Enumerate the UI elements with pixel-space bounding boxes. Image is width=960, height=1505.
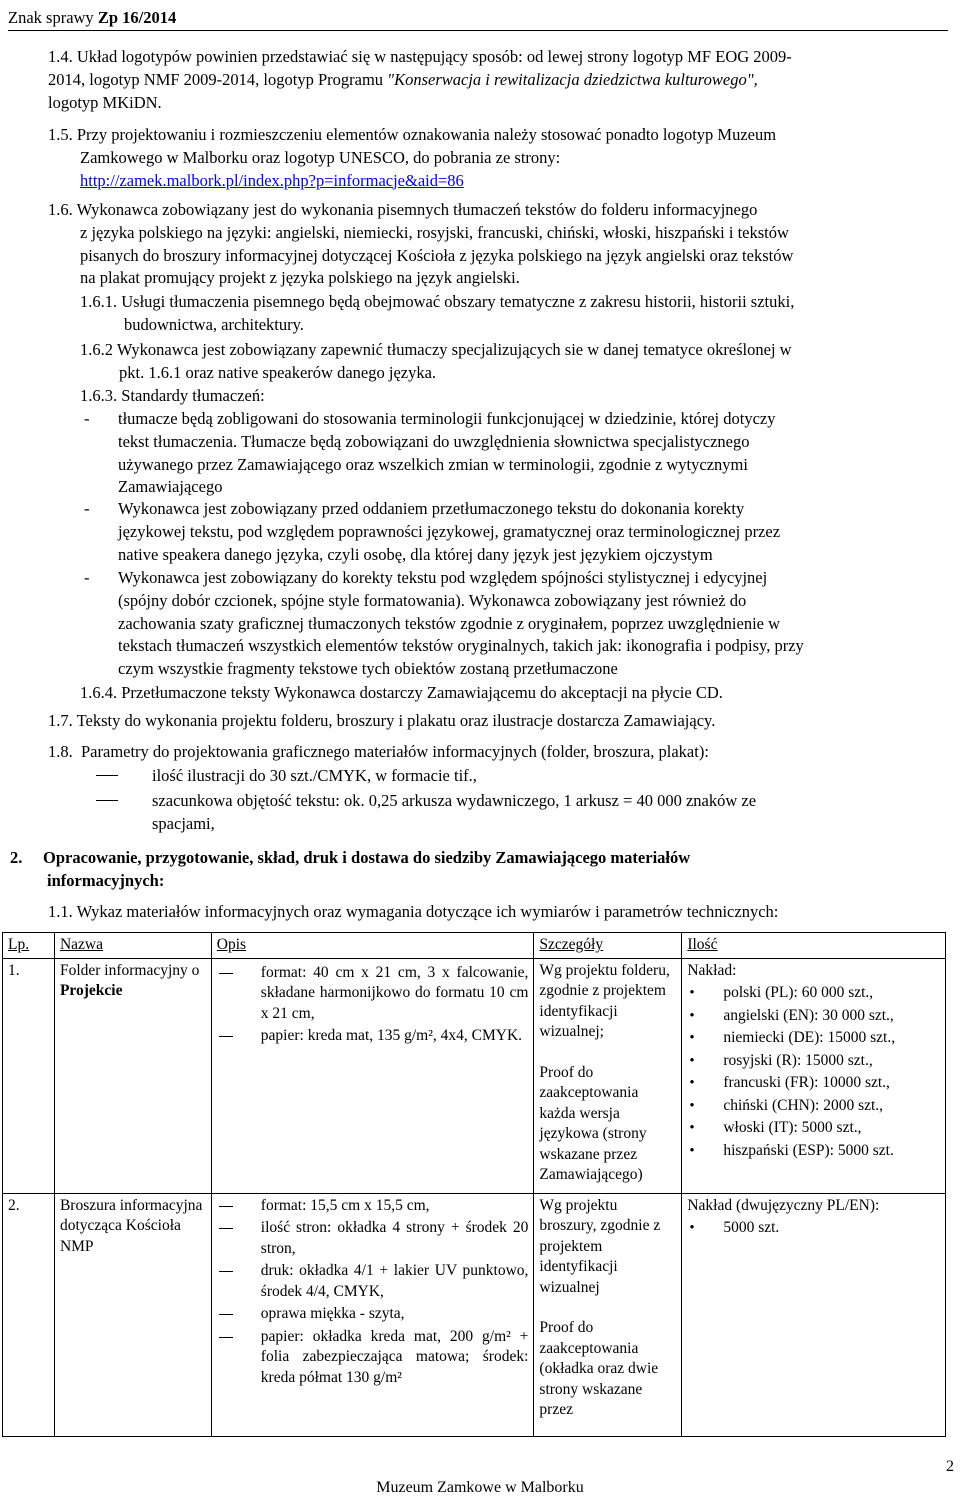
list-item: papier: okładka kreda mat, 200 g/m² + folia zabezpieczająca matowa; środek: kreda półmat 130 g/m² (217, 1327, 529, 1389)
section-1-8 (48, 741, 952, 764)
section-2-1 (48, 901, 952, 924)
details-text: Wg projektu broszury, zgodnie z projektem identyfikacji wizualnej (539, 1196, 661, 1296)
quantity-title: Nakład (dwujęzyczny PL/EN): (687, 1196, 880, 1214)
list-item: papier: kreda mat, 135 g/m², 4x4, CMYK. (217, 1026, 529, 1047)
cell-details (534, 1193, 682, 1436)
list-item: format: 40 cm x 21 cm, 3 x falcowanie, składane harmonijkowo do formatu 10 cm x 21 cm, (217, 963, 529, 1025)
standard-item-2 (80, 498, 952, 566)
materials-table (2, 932, 946, 1437)
section-1-5 (48, 124, 952, 192)
cell-description (211, 958, 534, 1193)
column-header-name: Nazwa (54, 933, 211, 959)
logo-download-link[interactable]: http://zamek.malbork.pl/index.php?p=informacje&aid=86 (80, 170, 464, 190)
section-label: 1.4. (48, 47, 73, 66)
cell-lp: 1. (3, 958, 55, 1193)
cell-details (534, 958, 682, 1193)
paragraph-line: 1.6.2 Wykonawca jest zobowiązany zapewnić tłumaczy specjalizujących sie w danej tematyce określonej w (80, 340, 792, 359)
paragraph-line: Wykonawca zobowiązany jest do wykonania pisemnych tłumaczeń tekstów do folderu informacyjnego (76, 200, 758, 219)
paragraph-line: budownictwa, architektury. (124, 314, 304, 334)
details-text: Proof do zaakceptowania (okładka oraz dwie strony wskazane przez (539, 1319, 659, 1418)
section-label: 1.6.1. (80, 292, 118, 311)
paragraph-line: 2014, logotyp NMF 2009-2014, logotyp Programu (48, 69, 388, 89)
details-text: Proof do zaakceptowania każda wersja językowa (strony wskazane przez Zamawiającego) (539, 1063, 647, 1183)
paragraph-line: logotyp MKiDN. (48, 92, 162, 112)
section-label: 1.1. (48, 902, 73, 921)
column-header-details: Szczegóły (534, 933, 682, 959)
section-1-6-3-title (80, 385, 952, 408)
parameter-item-1 (96, 765, 952, 788)
section-1-6-2 (80, 339, 952, 385)
paragraph-line: językowej tekstu, pod względem poprawności językowej, gramatycznej oraz terminologicznej przez (118, 521, 781, 541)
paragraph-line: native speakera danego języka, czyli osobę, dla której dany język jest językiem ojczystym (118, 544, 713, 564)
paragraph-line: Usługi tłumaczenia pisemnego będą obejmować obszary tematyczne z zakresu historii, historii sztuki, (121, 292, 795, 311)
column-header-description: Opis (211, 933, 534, 959)
list-item: • angielski (EN): 30 000 szt., (687, 1006, 940, 1027)
paragraph-line: Zamkowego w Malborku oraz logotyp UNESCO, do pobrania ze strony: (80, 147, 561, 167)
paragraph-line: Wykonawca jest zobowiązany do korekty tekstu pod względem spójności stylistycznej i edycyjnej (118, 568, 768, 587)
paragraph-line: na plakat promujący projekt z języka polskiego na język angielski. (80, 268, 520, 288)
paragraph-line: zachowania szaty graficznej tłumaczonych tekstów zgodnie z oryginałem, poprzez uwzględnienie w (118, 613, 781, 633)
cell-lp: 2. (3, 1193, 55, 1436)
paragraph-line: Przy projektowaniu i rozmieszczeniu elementów oznakowania należy stosować ponadto logotyp Muzeum (76, 125, 777, 144)
heading-line: informacyjnych: (47, 870, 165, 890)
paragraph-line: Układ logotypów powinien przedstawiać się w następujący sposób: od lewej strony logotyp MF EOG 2009- (76, 47, 792, 66)
header (8, 8, 176, 28)
header-rule (8, 30, 948, 31)
list-item: • polski (PL): 60 000 szt., (687, 983, 940, 1004)
paragraph-line: z języka polskiego na języki: angielski, niemiecki, rosyjski, francuski, chiński, włoski, hiszpański i tekstów (80, 222, 789, 242)
paragraph-line: ilość ilustracji do 30 szt./CMYK, w formacie tif., (152, 766, 477, 785)
dash-marker (96, 775, 118, 776)
section-label: 1.6. (48, 200, 73, 219)
paragraph-line: tłumacze będą zobligowani do stosowania terminologii funkcjonującej w dziedzinie, której dotyczy (118, 409, 776, 428)
list-item: • 5000 szt. (687, 1218, 940, 1239)
program-name: "Konserwacja i rewitalizacja dziedzictwa kulturowego", (387, 69, 758, 89)
dash-marker (96, 800, 118, 801)
column-header-quantity: Ilość (682, 933, 946, 959)
column-header-lp: Lp. (3, 933, 55, 959)
paragraph-line: pisanych do broszury informacyjnej dotyczącej Kościoła z języka polskiego na język angielski oraz tekstów (80, 245, 794, 265)
paragraph-line: (spójny dobór czcionek, spójne style formatowania). Wykonawca zobowiązany jest również do (118, 590, 747, 610)
list-item: • rosyjski (R): 15000 szt., (687, 1051, 940, 1072)
dash-marker: - (84, 499, 90, 518)
table-header-row (3, 933, 946, 959)
section-label: 2. (10, 848, 23, 867)
paragraph-line: spacjami, (152, 813, 215, 833)
parameter-item-2 (96, 790, 952, 836)
section-1-7 (48, 710, 952, 733)
section-1-6-4 (80, 682, 952, 705)
page-number: 2 (946, 1458, 954, 1475)
standard-item-3 (80, 567, 952, 681)
section-1-6 (48, 199, 952, 290)
paragraph-line: Teksty do wykonania projektu folderu, broszury i plakatu oraz ilustracje dostarcza Zamawiający. (76, 711, 716, 730)
paragraph-line: Wykaz materiałów informacyjnych oraz wymagania dotyczące ich wymiarów i parametrów technicznych: (76, 902, 779, 921)
paragraph-line: 1.6.3. Standardy tłumaczeń: (80, 386, 265, 405)
section-1-6-1 (80, 291, 952, 337)
paragraph-line: czym wszystkie fragmenty tekstowe tych obiektów zostaną przetłumaczone (118, 659, 618, 679)
cell-quantity (682, 1193, 946, 1436)
list-item: oprawa miękka - szyta, (217, 1304, 529, 1325)
list-item: • włoski (IT): 5000 szt., (687, 1118, 940, 1139)
table-row (3, 958, 946, 1193)
paragraph-line: Parametry do projektowania graficznego materiałów informacyjnych (folder, broszura, plakat): (81, 742, 709, 761)
paragraph-line: tekst tłumaczenia. Tłumacze będą zobowiązani do uwzględnienia słownictwa specjalistycznego (118, 431, 750, 451)
list-item: • chiński (CHN): 2000 szt., (687, 1096, 940, 1117)
section-label: 1.5. (48, 125, 73, 144)
paragraph-line: tekstach tłumaczeń wszystkich elementów tekstów oryginalnych, takich jak: ikonografia i podpisy, przy (118, 636, 804, 656)
footer: Muzeum Zamkowe w Malborku (376, 1479, 584, 1496)
case-number: Zp 16/2014 (97, 8, 177, 27)
heading-line: Opracowanie, przygotowanie, skład, druk i dostawa do siedziby Zamawiającego materiałów (43, 848, 691, 867)
paragraph-line: używanego przez Zamawiającego oraz wszelkich zmian w terminologii, zgodnie z wytycznymi (118, 454, 748, 474)
details-text: Wg projektu folderu, zgodnie z projektem identyfikacji wizualnej; (539, 961, 670, 1040)
paragraph-line: Zamawiającego (118, 477, 223, 497)
quantity-title: Nakład: (687, 961, 737, 979)
paragraph-line: Wykonawca jest zobowiązany przed oddaniem przetłumaczonego tekstu do dokonania korekty (118, 499, 745, 518)
cell-name: Folder informacyjny o Projekcie (54, 958, 211, 1193)
cell-quantity (682, 958, 946, 1193)
paragraph-line: 1.6.4. Przetłumaczone teksty Wykonawca dostarczy Zamawiającemu do akceptacji na płycie CD. (80, 683, 723, 702)
paragraph-line: pkt. 1.6.1 oraz native speakerów danego języka. (119, 362, 437, 382)
list-item: • francuski (FR): 10000 szt., (687, 1073, 940, 1094)
list-item: format: 15,5 cm x 15,5 cm, (217, 1196, 529, 1217)
standard-item-1 (80, 408, 952, 499)
cell-description (211, 1193, 534, 1436)
cell-name: Broszura informacyjna dotycząca Kościoła NMP (54, 1193, 211, 1436)
section-1-4 (48, 46, 952, 114)
section-2-heading (10, 847, 952, 893)
section-label: 1.8. (48, 742, 73, 761)
list-item: • niemiecki (DE): 15000 szt., (687, 1028, 940, 1049)
dash-marker: - (84, 409, 90, 428)
list-item: • hiszpański (ESP): 5000 szt. (687, 1141, 940, 1162)
list-item: ilość stron: okładka 4 strony + środek 20 stron, (217, 1218, 529, 1259)
paragraph-line: szacunkowa objętość tekstu: ok. 0,25 arkusza wydawniczego, 1 arkusz = 40 000 znaków ze (152, 791, 757, 810)
header-prefix: Znak sprawy (8, 8, 98, 27)
dash-marker: - (84, 568, 90, 587)
table-row (3, 1193, 946, 1436)
section-label: 1.7. (48, 711, 73, 730)
list-item: druk: okładka 4/1 + lakier UV punktowo, środek 4/4, CMYK, (217, 1261, 529, 1302)
